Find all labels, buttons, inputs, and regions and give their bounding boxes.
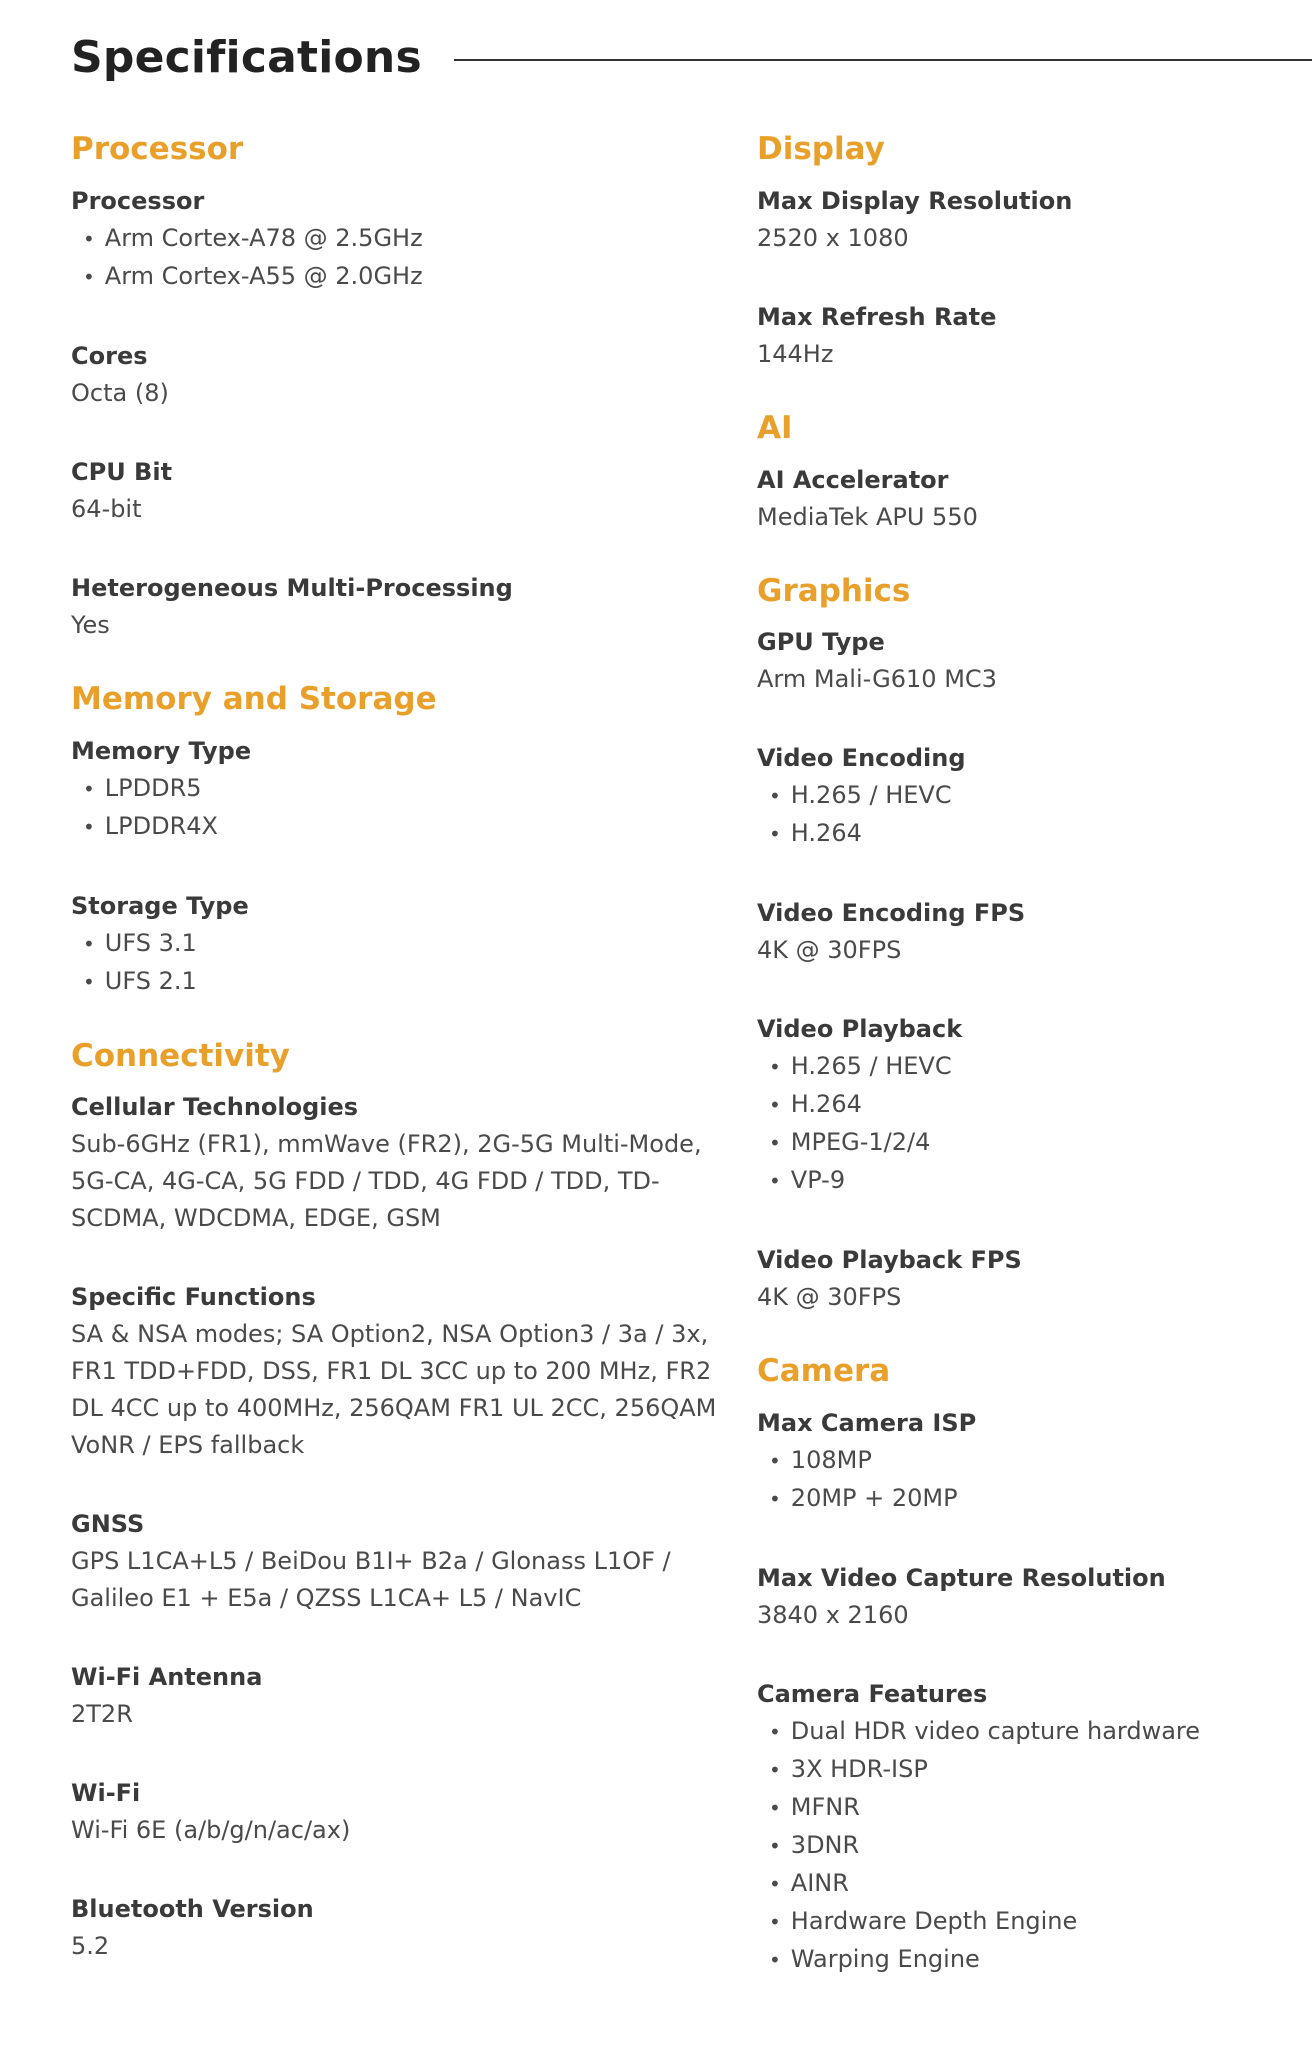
spec-value: 3840 x 2160 (757, 1601, 909, 1629)
spec-max-refresh-rate (757, 299, 1297, 373)
list-item-text: UFS 3.1 (104, 928, 197, 957)
spec-max-display-resolution (757, 183, 1297, 257)
list-item (757, 1480, 1297, 1518)
list-item-text: 108MP (790, 1446, 872, 1474)
list-item-text: Hardware Depth Engine (790, 1907, 1078, 1935)
list-item (757, 1162, 1297, 1200)
list-item-text: LPDDR5 (104, 773, 202, 802)
spec-video-encoding-fps (757, 895, 1297, 969)
spec-value: 4K @ 30FPS (757, 1283, 902, 1312)
list-item (71, 808, 721, 846)
spec-label: Specific Functions (71, 1283, 316, 1312)
spec-value: Yes (71, 610, 110, 639)
spec-value-list (757, 777, 1297, 853)
spec-ai-accelerator (757, 462, 1297, 536)
spec-value: Sub-6GHz (FR1), mmWave (FR2), 2G-5G Multi-Mode, 5G-CA, 4G-CA, 5G FDD / TDD, 4G FDD / TDD, TD-SCDMA, WDCDMA, EDGE, GSM (71, 1130, 702, 1233)
list-item (71, 925, 721, 963)
list-item-text: Arm Cortex-A55 @ 2.0GHz (104, 261, 423, 290)
spec-processor (71, 183, 721, 296)
spec-value-list (71, 925, 721, 1001)
spec-label: Heterogeneous Multi-Processing (71, 573, 513, 602)
list-item-text: H.264 (790, 1090, 862, 1119)
list-item (71, 770, 721, 808)
spec-label: Max Camera ISP (757, 1409, 977, 1437)
spec-label: Video Encoding FPS (757, 899, 1026, 928)
title-divider (454, 59, 1312, 61)
spec-label: Cores (71, 341, 148, 370)
spec-label: AI Accelerator (757, 465, 949, 494)
list-item (757, 1865, 1297, 1903)
list-item (757, 1713, 1297, 1751)
spec-bluetooth-version (71, 1891, 721, 1965)
spec-label: Processor (71, 186, 205, 215)
section-title: Processor (71, 131, 244, 167)
spec-value: 4K @ 30FPS (757, 936, 902, 965)
list-item-text: 3DNR (790, 1831, 860, 1859)
spec-value: 2T2R (71, 1700, 133, 1729)
list-item-text: UFS 2.1 (104, 966, 197, 995)
spec-label: Storage Type (71, 891, 249, 920)
list-item-text: 20MP + 20MP (790, 1484, 958, 1512)
spec-storage-type (71, 888, 721, 1001)
list-item (757, 1124, 1297, 1162)
section-connectivity (71, 1037, 721, 1966)
page-title: Specifications (71, 31, 422, 83)
spec-max-video-capture-resolution (757, 1560, 1297, 1634)
section-title: Graphics (757, 572, 911, 609)
section-memory-and-storage (71, 680, 721, 1001)
spec-label: Video Playback FPS (757, 1246, 1022, 1275)
page-header (71, 22, 1312, 92)
spec-video-encoding (757, 740, 1297, 853)
spec-value: SA & NSA modes; SA Option2, NSA Option3 / 3a / 3x, FR1 TDD+FDD, DSS, FR1 DL 3CC up to 200 MHz, FR2 DL 4CC up to 400MHz, 256QAM FR1 UL 2CC, 256QAM VoNR / EPS fallback (71, 1320, 717, 1460)
spec-wi-fi (71, 1775, 721, 1849)
spec-label: Max Display Resolution (757, 186, 1073, 215)
spec-value-list (71, 770, 721, 846)
spec-value: Arm Mali-G610 MC3 (757, 665, 997, 694)
section-title: AI (757, 409, 793, 446)
spec-memory-type (71, 733, 721, 846)
spec-label: Cellular Technologies (71, 1093, 359, 1122)
spec-label: Max Refresh Rate (757, 302, 997, 331)
list-item (757, 1941, 1297, 1979)
list-item (757, 1442, 1297, 1480)
spec-value: Wi-Fi 6E (a/b/g/n/ac/ax) (71, 1816, 351, 1845)
list-item (757, 1751, 1297, 1789)
list-item (757, 777, 1297, 815)
list-item (757, 1086, 1297, 1124)
spec-value: 144Hz (757, 339, 834, 368)
spec-wi-fi-antenna (71, 1659, 721, 1733)
spec-gpu-type (757, 624, 1297, 698)
list-item-text: H.265 / HEVC (790, 1052, 952, 1081)
list-item-text: LPDDR4X (104, 811, 218, 840)
spec-video-playback (757, 1011, 1297, 1200)
section-display (757, 130, 1297, 373)
spec-heterogeneous-multi-processing (71, 570, 721, 644)
section-processor (71, 130, 721, 644)
spec-label: Wi-Fi Antenna (71, 1663, 263, 1692)
section-ai (757, 409, 1297, 536)
list-item-text: VP-9 (790, 1166, 846, 1195)
list-item (71, 963, 721, 1001)
section-title: Display (757, 131, 885, 167)
spec-label: Video Encoding (757, 744, 966, 773)
spec-value: 2520 x 1080 (757, 223, 909, 252)
spec-label: GPU Type (757, 628, 885, 657)
section-title: Camera (757, 1353, 891, 1390)
list-item-text: H.264 (790, 819, 862, 848)
list-item-text: 3X HDR-ISP (790, 1755, 928, 1783)
section-title: Memory and Storage (71, 680, 437, 717)
spec-value-list (71, 220, 721, 296)
section-graphics (757, 572, 1297, 1317)
spec-label: Video Playback (757, 1015, 963, 1044)
right-column (757, 130, 1297, 2015)
list-item-text: Arm Cortex-A78 @ 2.5GHz (104, 223, 423, 252)
spec-value-list (757, 1048, 1297, 1200)
spec-specific-functions (71, 1279, 721, 1464)
spec-value: 64-bit (71, 494, 142, 523)
spec-cellular-technologies (71, 1089, 721, 1237)
section-camera (757, 1352, 1297, 1979)
list-item (757, 1048, 1297, 1086)
spec-cores (71, 338, 721, 412)
list-item (757, 1827, 1297, 1865)
list-item-text: AINR (790, 1869, 849, 1897)
list-item-text: Warping Engine (790, 1945, 980, 1973)
spec-value: 5.2 (71, 1932, 110, 1961)
list-item (71, 258, 721, 296)
list-item-text: Dual HDR video capture hardware (790, 1717, 1201, 1745)
spec-label: Max Video Capture Resolution (757, 1564, 1166, 1592)
left-column (71, 130, 721, 2001)
list-item (71, 220, 721, 258)
spec-value: GPS L1CA+L5 / BeiDou B1I+ B2a / Glonass L1OF / Galileo E1 + E5a / QZSS L1CA+ L5 / NavIC (71, 1547, 671, 1613)
section-title: Connectivity (71, 1037, 290, 1074)
spec-cpu-bit (71, 454, 721, 528)
spec-value-list (757, 1713, 1297, 1979)
list-item-text: MPEG-1/2/4 (790, 1128, 931, 1157)
list-item (757, 815, 1297, 853)
spec-video-playback-fps (757, 1242, 1297, 1316)
spec-value: MediaTek APU 550 (757, 502, 978, 531)
spec-label: Camera Features (757, 1680, 988, 1708)
spec-max-camera-isp (757, 1405, 1297, 1518)
list-item (757, 1903, 1297, 1941)
spec-camera-features (757, 1676, 1297, 1979)
spec-value-list (757, 1442, 1297, 1518)
spec-label: GNSS (71, 1510, 145, 1539)
spec-label: CPU Bit (71, 457, 173, 486)
spec-label: Wi-Fi (71, 1779, 141, 1808)
spec-value: Octa (8) (71, 378, 169, 407)
spec-label: Memory Type (71, 736, 252, 765)
list-item (757, 1789, 1297, 1827)
list-item-text: MFNR (790, 1793, 860, 1821)
list-item-text: H.265 / HEVC (790, 781, 952, 810)
spec-gnss (71, 1506, 721, 1617)
spec-label: Bluetooth Version (71, 1895, 314, 1924)
